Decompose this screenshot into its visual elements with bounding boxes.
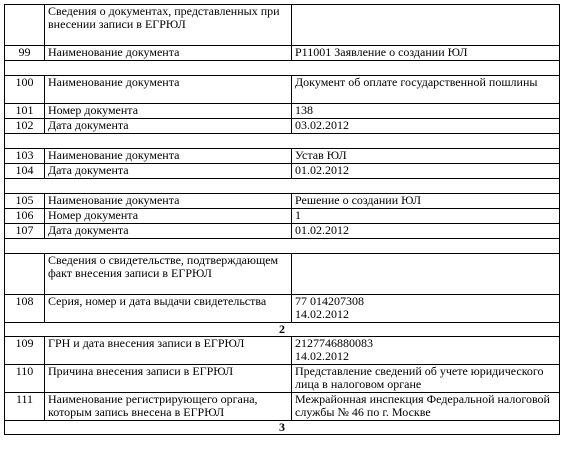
table-row — [5, 76, 560, 104]
table-row — [5, 104, 560, 119]
section-header-row — [5, 254, 560, 295]
row-label: Причина внесения записи в ЕГРЮЛ — [45, 365, 292, 393]
row-value: Р11001 Заявление о создании ЮЛ — [292, 46, 560, 61]
row-number: 102 — [5, 119, 45, 134]
table-row — [5, 209, 560, 224]
row-label: Наименование документа — [45, 46, 292, 61]
row-number: 103 — [5, 149, 45, 164]
row-value: 2127746880083 14.02.2012 — [292, 337, 560, 365]
row-label: Наименование документа — [45, 149, 292, 164]
row-label: Наименование регистрирующего органа, которым запись внесена в ЕГРЮЛ — [45, 393, 292, 421]
section-header-label: Сведения о документах, представленных при внесении записи в ЕГРЮЛ — [45, 5, 292, 46]
row-value: Представление сведений об учете юридического лица в налоговом органе — [292, 365, 560, 393]
row-label: Дата документа — [45, 164, 292, 179]
table-row — [5, 365, 560, 393]
spacer-cell — [5, 239, 560, 254]
row-label: Номер документа — [45, 104, 292, 119]
row-value: 77 014207308 14.02.2012 — [292, 295, 560, 323]
section-number: 3 — [5, 421, 560, 435]
table-row — [5, 393, 560, 421]
section-number: 2 — [5, 323, 560, 337]
spacer-cell — [5, 134, 560, 149]
row-value: Документ об оплате государственной пошлины — [292, 76, 560, 104]
spacer-row — [5, 134, 560, 149]
row-value: 01.02.2012 — [292, 164, 560, 179]
table-row — [5, 194, 560, 209]
spacer-cell — [5, 61, 560, 76]
row-number: 106 — [5, 209, 45, 224]
spacer-row — [5, 179, 560, 194]
row-number: 111 — [5, 393, 45, 421]
row-value — [292, 254, 560, 295]
section-number-row — [5, 421, 560, 435]
table-row — [5, 149, 560, 164]
row-value: Решение о создании ЮЛ — [292, 194, 560, 209]
section-number-row — [5, 323, 560, 337]
row-number: 107 — [5, 224, 45, 239]
row-label: Номер документа — [45, 209, 292, 224]
row-value: 1 — [292, 209, 560, 224]
table-row — [5, 164, 560, 179]
row-number — [5, 5, 45, 46]
section-header-row — [5, 5, 560, 46]
section-header-label: Сведения о свидетельстве, подтверждающем факт внесения записи в ЕГРЮЛ — [45, 254, 292, 295]
row-label: Серия, номер и дата выдачи свидетельства — [45, 295, 292, 323]
row-number — [5, 254, 45, 295]
spacer-row — [5, 61, 560, 76]
row-number: 108 — [5, 295, 45, 323]
table-row — [5, 119, 560, 134]
row-label: Дата документа — [45, 119, 292, 134]
table-row — [5, 295, 560, 323]
row-label: Наименование документа — [45, 76, 292, 104]
row-value: 03.02.2012 — [292, 119, 560, 134]
row-number: 110 — [5, 365, 45, 393]
egrul-extract-table — [4, 4, 560, 435]
row-value: Межрайонная инспекция Федеральной налоговой службы № 46 по г. Москве — [292, 393, 560, 421]
row-number: 99 — [5, 46, 45, 61]
row-number: 100 — [5, 76, 45, 104]
row-value: 138 — [292, 104, 560, 119]
row-label: Дата документа — [45, 224, 292, 239]
row-value — [292, 5, 560, 46]
table-row — [5, 46, 560, 61]
row-number: 109 — [5, 337, 45, 365]
table-row — [5, 337, 560, 365]
row-number: 101 — [5, 104, 45, 119]
row-number: 105 — [5, 194, 45, 209]
row-label: ГРН и дата внесения записи в ЕГРЮЛ — [45, 337, 292, 365]
table-row — [5, 224, 560, 239]
row-label: Наименование документа — [45, 194, 292, 209]
spacer-cell — [5, 179, 560, 194]
row-number: 104 — [5, 164, 45, 179]
row-value: Устав ЮЛ — [292, 149, 560, 164]
spacer-row — [5, 239, 560, 254]
table-body — [5, 5, 560, 435]
row-value: 01.02.2012 — [292, 224, 560, 239]
